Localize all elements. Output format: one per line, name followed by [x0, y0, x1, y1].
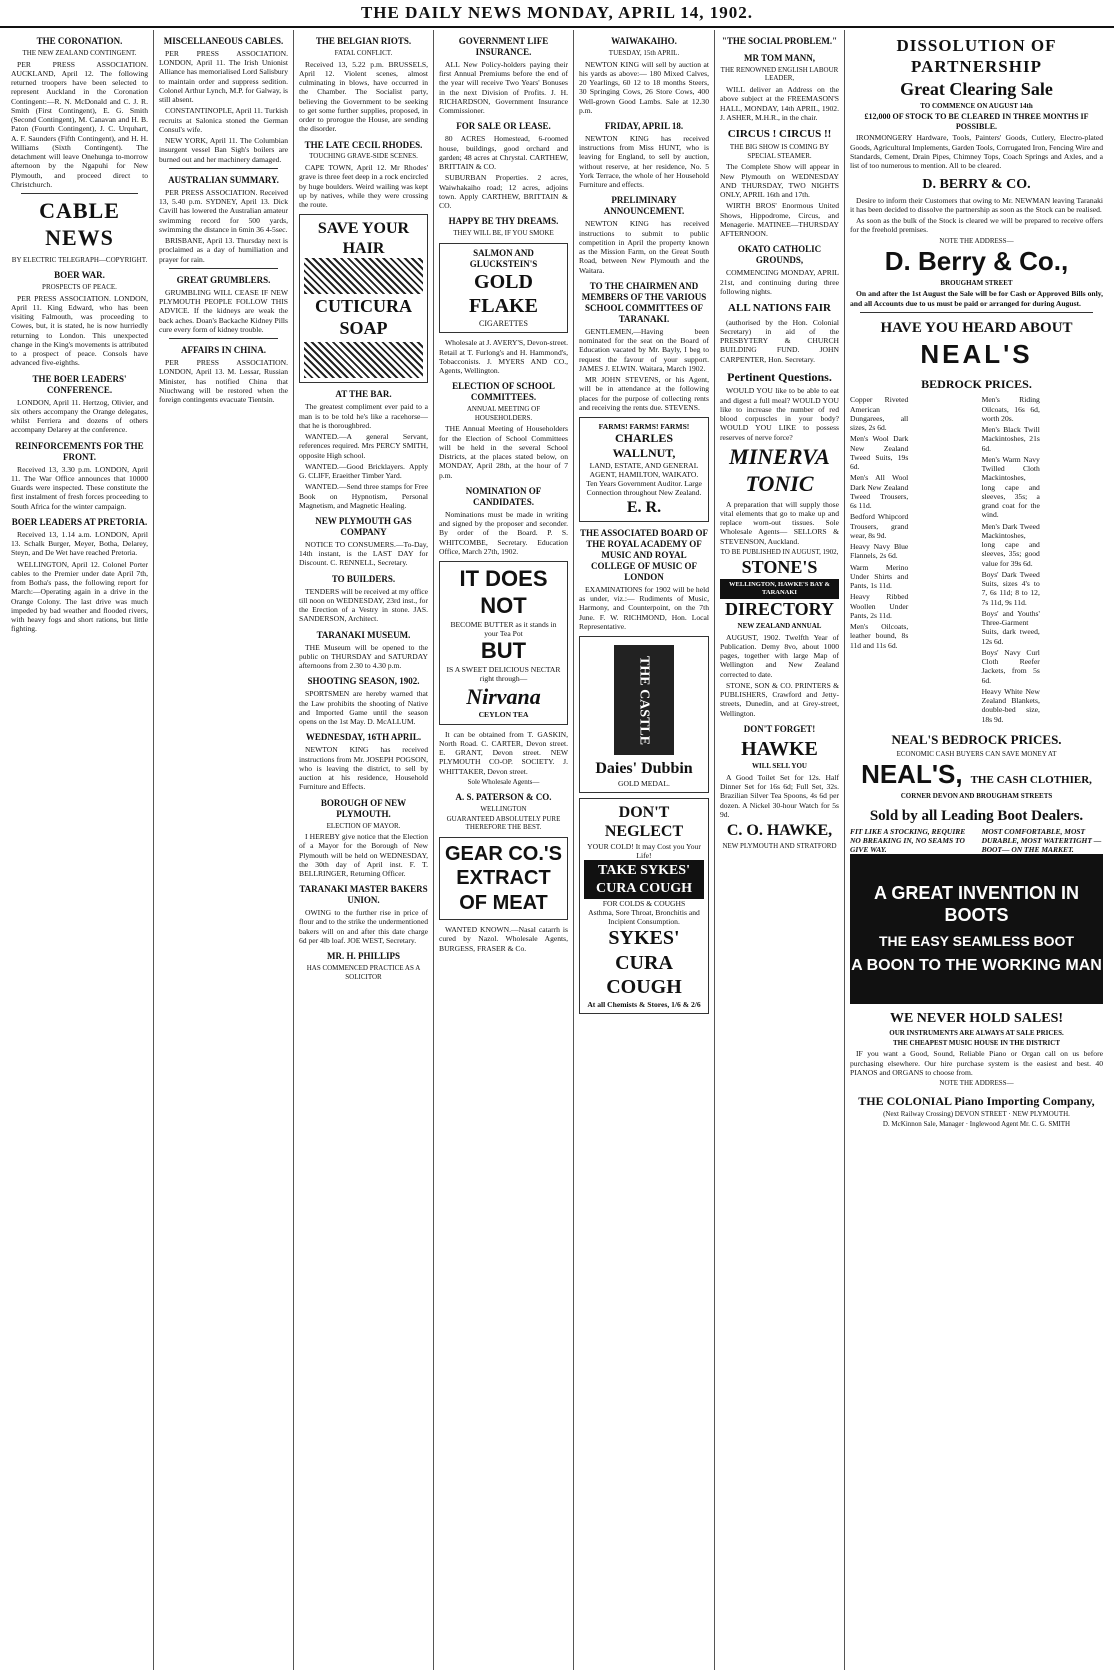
- ad-brand: THE EASY SEAMLESS BOOT: [879, 932, 1074, 949]
- ad-line: Ten Years Government Auditor. Large Connection throughout New Zealand.: [586, 479, 702, 498]
- subheading: BY ELECTRIC TELEGRAPH—COPYRIGHT.: [11, 255, 148, 264]
- heading-boer-war: BOER WAR.: [54, 270, 105, 281]
- ad-brand: GOLD FLAKE: [469, 270, 538, 318]
- ad-brand: TAKE SYKES' CURA COUGH: [584, 860, 704, 898]
- article-text: WELLINGTON, April 12. Colonel Porter cables to the Premier under date April 7th, from Botha's pass, the following report for March:—Operating again in a drive in the Orange Colony. The last drive was much impeded by bad weather and flooded rivers, with heavy fogs and short rations, but little fighting.: [11, 559, 148, 634]
- notice-text: THE Annual Meeting of Householders for the Election of School Committees will be held in the several School Districts, at the places stated below, on MONDAY, April 28th, at the hour of 7 p.m.: [439, 424, 568, 480]
- ad-brand: CUTICURA SOAP: [304, 294, 423, 342]
- article-text: PER PRESS ASSOCIATION. LONDON, April 13. M. Lessar, Russian Minister, has notified China that Niuchwang will be restored when the foreign contingents evacuate Tientsin.: [159, 358, 288, 405]
- column-4: [434, 30, 574, 1670]
- notice-text: AUGUST, 1902. Twelfth Year of Publication. Demy 8vo, about 1000 pages, together with large Map of Wellington and New Zealand corrected to date.: [720, 632, 839, 679]
- heading: D. BERRY & CO.: [922, 177, 1031, 193]
- article-text: PER PRESS ASSOCIATION. LONDON, April 11. The Irish Unionist Alliance has memorialised Lord Salisbury to maintain order and suppress sedition. Colonel Arthur Lynch, M.P. for Galway, is still absent.: [159, 48, 289, 105]
- subheading: HAS COMMENCED PRACTICE AS A SOLICITOR: [306, 964, 421, 981]
- heading: BOER LEADERS AT PRETORIA.: [11, 516, 148, 527]
- subheading: TUESDAY, 15th APRIL.: [608, 48, 680, 57]
- notice-text: (authorised by the Hon. Colonial Secretary) in aid of the PRESBYTERY & CHURCH BUILDING FUND. JOHN CARPENTER, Hon. Secretary.: [720, 317, 839, 364]
- cura-cough-advert: [579, 798, 709, 1014]
- heading: TO BUILDERS.: [331, 573, 396, 584]
- ad-band: WELLINGTON, HAWKE'S BAY & TARANAKI: [720, 579, 839, 599]
- notice-text: A preparation that will supply those vital elements that go to make up and replace worn-out tissues. Sole Wholesale Agents— SELLORS & STEVENSON, Auckland.: [720, 499, 839, 546]
- article-text: LONDON, April 11. Hertzog, Olivier, and six others accompany the Orange delegates, whilst Ferriera and dozens of others accompany Delarey at the conference.: [11, 397, 148, 435]
- notice-text: WILL deliver an Address on the above subject at the FREEMASON'S HALL, MONDAY, 14th APRIL, 1902. J. ASHER, M.H.R., in the chair.: [720, 85, 839, 122]
- dubbin-advert: [579, 636, 709, 793]
- heading: OKATO CATHOLIC GROUNDS,: [737, 244, 822, 266]
- notice-text: EXAMINATIONS for 1902 will be held as under, viz.:— Rudiments of Music, Harmony, and Counterpoint, on the 7th June. F. W. RICHMOND, Hon. Local Representative.: [579, 584, 709, 631]
- notice-text: SUBURBAN Properties. 2 acres, Waiwhakaiho road; 12 acres, adjoins town. Apply CARTHEW, BRITTAIN & CO.: [439, 173, 568, 211]
- price-item: Men's Riding Oilcoats, 16s 6d, worth 20s.: [981, 395, 1040, 423]
- boot-claims: [850, 827, 1103, 854]
- subheading: ELECTION OF MAYOR.: [326, 821, 401, 830]
- divider: [169, 338, 278, 339]
- heading: AUSTRALIAN SUMMARY.: [168, 174, 279, 185]
- price-item: Warm Merino Under Shirts and Pants, 1s 11d.: [850, 562, 909, 591]
- heading: TO THE CHAIRMEN AND MEMBERS OF THE VARIOUS SCHOOL COMMITTEES OF TARANAKI.: [581, 280, 707, 324]
- notice-text: MR JOHN STEVENS, or his Agent, will be in attendance at the following places for the purpose of collecting rents and receiving the rents due. STEVENS.: [579, 375, 709, 412]
- price-item: Men's Dark Tweed Mackintoshes, long cape and sleeves, 35s; good value for 39s 6d.: [981, 521, 1040, 568]
- subheading: TO BE PUBLISHED IN AUGUST, 1902,: [720, 547, 839, 556]
- heading: FOR SALE OR LEASE.: [456, 121, 551, 132]
- notice-text: COMMENCING MONDAY, APRIL 21st, and continuing during three following nights.: [720, 268, 839, 296]
- subheading: WELLINGTON: [480, 805, 527, 814]
- heading: MR. H. PHILLIPS: [326, 951, 400, 962]
- heading: Sold by all Leading Boot Dealers.: [869, 807, 1084, 824]
- price-list-right: [982, 393, 1103, 726]
- heading: CIRCUS ! CIRCUS !!: [727, 128, 832, 140]
- ad-line: A BOON TO THE WORKING MAN: [851, 957, 1102, 975]
- soap-illustration: [304, 258, 423, 378]
- subheading: Sole Wholesale Agents—: [467, 777, 540, 786]
- notice-text: GENTLEMEN,—Having been nominated for the seat on the Board of Education vacated by Mr. Bayly, I beg to request the favour of your support. JAMES J. ELWIN. Waitara, March 1902.: [579, 326, 709, 373]
- column-1: [6, 30, 154, 1670]
- article-text: BRISBANE, April 13. Thursday next is proclaimed as a day of humiliation and prayer for rain.: [159, 236, 288, 264]
- heading: THE BELGIAN RIOTS.: [315, 36, 412, 46]
- subheading: NOTE THE ADDRESS—: [939, 1079, 1014, 1088]
- notice-text: On and after the 1st August the Sale will be for Cash or Approved Bills only, and all Accounts due to us must be paid or arranged for during August.: [850, 289, 1103, 308]
- ad-line: SALMON AND GLUCKSTEIN'S: [469, 247, 538, 269]
- notice-text: TENDERS will be received at my office till noon on WEDNESDAY, 23rd inst., for the Erection of a Vestry in stone. JAS. SANDERSON, Architect.: [299, 586, 429, 624]
- notice-text: Wholesale at J. AVERY'S, Devon-street. Retail at T. Furlong's and H. Hammond's, Tobacconists. J. MYERS AND CO., Agents, Wellington.: [439, 338, 568, 376]
- subheading: PROSPECTS OF PEACE.: [42, 283, 117, 292]
- price-item: Bedford Whipcord Trousers, grand wear, 8s 9d.: [850, 512, 909, 540]
- ad-line: BUT: [480, 638, 527, 664]
- column-5: [574, 30, 715, 1670]
- subheading: CORNER DEVON AND BROUGHAM STREETS: [900, 792, 1053, 801]
- article-text: NEW YORK, April 11. The Columbian insurgent vessel Ban Sigh's boilers are burned out and her machinery damaged.: [159, 136, 288, 164]
- notice-text: STONE, SON & CO. PRINTERS & PUBLISHERS, Crawford and Jetty-streets, Dunedin, and at Grey-street, Wellington.: [720, 680, 839, 718]
- heading: TARANAKI MUSEUM.: [316, 629, 411, 640]
- classified-ad: WANTED.—Good Bricklayers. Apply G. CLIFF, Eraeither Timber Yard.: [299, 461, 428, 480]
- price-item: Copper Riveted American Dungarees, all sizes, 2s 6d.: [850, 395, 909, 433]
- neals-brand: NEAL'S: [920, 339, 1033, 370]
- heading: THE ASSOCIATED BOARD OF THE ROYAL ACADEMY OF MUSIC AND ROYAL COLLEGE OF MUSIC OF LONDON: [579, 528, 709, 582]
- heading: REINFORCEMENTS FOR THE FRONT.: [15, 440, 144, 462]
- claims-left: FIT LIKE A STOCKING, REQUIRE NO BREAKING IN, NO SEAMS TO GIVE WAY.: [850, 826, 966, 855]
- heading: HAVE YOU HEARD ABOUT: [880, 319, 1073, 336]
- ad-line: IS A SWEET DELICIOUS NECTAR right through—: [446, 665, 561, 684]
- subheading: NOTE THE ADDRESS—: [939, 236, 1014, 245]
- article-text: Received 13, 3.30 p.m. LONDON, April 11. The War Office announces that 10000 Guards were inspected. These constitute the first instalment of fresh forces proceeding to South Africa for the winter campaign.: [11, 464, 148, 511]
- ad-line: FOR COLDS & COUGHS: [602, 898, 686, 908]
- nirvana-tea-advert: [439, 561, 568, 725]
- subheading: TO COMMENCE ON AUGUST 14th: [920, 102, 1033, 111]
- notice-text: A Good Toilet Set for 12s. Half Dinner Set for 16s 6d; Full Set, 32s. Brazilian Silver Tea Spoons, 4s 6d per dozen. A Nickel 30-hour Watch for 5s 9d.: [720, 772, 839, 819]
- price-item: Men's Warm Navy Twilled Cloth Mackintoshes, long cape and sleeves, 35s; a grand coat for the wind.: [981, 454, 1040, 520]
- heading-dissolution: DISSOLUTION OF PARTNERSHIP: [896, 36, 1057, 76]
- notice-text: SPORTSMEN are hereby warned that the Law prohibits the shooting of Native and Imported Game until the season opens on the 1st May. D. McALLUM.: [299, 689, 428, 727]
- ad-line: THE CASH CLOTHIER,: [970, 774, 1092, 787]
- notice-text: ALL New Policy-holders paying their first Annual Premiums before the end of the year will receive Two Years' Bonuses in the next Division of Profits. J. H. RICHARDSON, Government Insurance Commissioner.: [439, 59, 568, 116]
- subheading: FATAL CONFLICT.: [334, 48, 393, 57]
- clearing-sale-title: Great Clearing Sale: [900, 79, 1053, 100]
- heading: BEDROCK PRICES.: [921, 376, 1032, 391]
- subheading: THE RENOWNED ENGLISH LABOUR LEADER,: [720, 65, 839, 83]
- price-item: Men's Black Twill Mackintoshes, 21s 6d.: [981, 425, 1040, 453]
- subheading: BROUGHAM STREET: [940, 278, 1013, 287]
- subheading: ECONOMIC CASH BUYERS CAN SAVE MONEY AT: [896, 749, 1057, 758]
- column-7: [845, 30, 1108, 1670]
- seamless-boot-advert: [850, 854, 1103, 1004]
- heading: ELECTION OF SCHOOL COMMITTEES.: [452, 381, 555, 403]
- notice-text: THE Museum will be opened to the public on THURSDAY and SATURDAY afternoons from 2.30 to 4.30 p.m.: [299, 642, 428, 671]
- hawke-brand: HAWKE: [741, 737, 818, 760]
- ad-brand: GEAR CO.'S EXTRACT OF MEAT: [445, 842, 562, 914]
- ad-headline: SAVE YOUR HAIR: [317, 220, 410, 257]
- notice-text: NOTICE TO CONSUMERS.—To-Day, 14th instant, is the LAST DAY for Discount. C. RENNELL, Secretary.: [299, 539, 428, 568]
- ad-line: GOLD MEDAL.: [618, 778, 670, 788]
- heading: AT THE BAR.: [335, 389, 392, 400]
- subheading: NEW ZEALAND ANNUAL: [737, 622, 822, 631]
- ad-line: IT DOES NOT: [459, 566, 548, 618]
- wallnut-advert: [579, 417, 709, 522]
- notice-text: Desire to inform their Customers that owing to Mr. NEWMAN leaving Taranaki it has been decided to dissolve the partnership as soon as the Stock can be realised.: [850, 195, 1103, 214]
- masthead: THE DAILY NEWS MONDAY, APRIL 14, 1902.: [0, 0, 1114, 28]
- column-2: [154, 30, 294, 1670]
- heading: SHOOTING SEASON, 1902.: [307, 676, 420, 687]
- ad-brand: CHARLES WALLNUT,: [612, 431, 676, 460]
- price-item: Heavy Ribbed Woollen Under Pants, 2s 11d.: [850, 592, 909, 620]
- heading: GREAT GRUMBLERS.: [176, 274, 271, 285]
- article-text: The greatest compliment ever paid to a man is to be told he's like a racehorse—that he is thoroughbred.: [299, 402, 428, 430]
- subheading: D. McKinnon Sale, Manager · Inglewood Agent Mr. C. G. SMITH: [882, 1119, 1071, 1128]
- notice-text: NEWTON KING has received instructions from Mr. JOSEPH POGSON, who is leaving the district, to sell by auction at his residence, Household Furniture and Effects.: [299, 745, 428, 792]
- price-item: Boys' Dark Tweed Suits, sizes 4's to 7, 6s 11d; 8 to 12, 7s 11d, 9s 11d.: [981, 569, 1040, 607]
- ad-brand: Nirvana: [466, 683, 541, 709]
- heading: AFFAIRS IN CHINA.: [180, 345, 267, 356]
- divider: [21, 193, 138, 194]
- ad-line: DON'T NEGLECT: [604, 803, 684, 841]
- column-3: [294, 30, 434, 1670]
- heading: WAIWAKAIHO.: [611, 36, 677, 46]
- heading: GOVERNMENT LIFE INSURANCE.: [458, 36, 549, 57]
- heading: MR TOM MANN,: [744, 52, 815, 63]
- notice-text: I HEREBY give notice that the Election of a Mayor for the Borough of New Plymouth will be held on WEDNESDAY, the 30th day of April inst. F. T. BELLRINGER, Returning Officer.: [299, 832, 428, 879]
- heading: TARANAKI MASTER BAKERS UNION.: [299, 884, 428, 906]
- divider: [860, 312, 1093, 313]
- article-text: CAPE TOWN, April 12. Mr Rhodes' grave is three feet deep in a rock encircled by huge boulders. Weird wailing was kept up by natives, while they were crossing the route.: [299, 163, 428, 209]
- subheading: THE NEW ZEALAND CONTINGENT.: [22, 48, 137, 57]
- divider: [169, 168, 278, 169]
- price-list: [850, 393, 1103, 726]
- article-text: GRUMBLING WILL CEASE IF NEW PLYMOUTH PEOPLE FOLLOW THIS ADVICE. If the kidneys are weak the back aches. Doan's Backache Kidney Pills cure every form of kidney trouble.: [159, 287, 288, 334]
- heading: WEDNESDAY, 16TH APRIL.: [305, 732, 422, 743]
- heading: HAPPY BE THY DREAMS.: [448, 216, 559, 227]
- price-item: Men's All Wool Dark New Zealand Tweed Trousers, 6s 11d.: [850, 473, 909, 511]
- ad-line: At all Chemists & Stores, 1/6 & 2/6: [587, 999, 701, 1009]
- article-text: CONSTANTINOPLE, April 11. Turkish recruits at Salonica stoned the German Consul's wife.: [159, 106, 288, 134]
- heading: Pertinent Questions.: [727, 369, 832, 384]
- notice-text: WIRTH BROS' Enormous United Shows, Hippodrome, Circus, and Menagerie. MATINEE—THURSDAY AFTERNOON.: [720, 201, 839, 239]
- notice-text: 80 ACRES Homestead, 6-roomed house, buildings, good orchard and garden; 48 acres at Chrystal. CARTHEW, BRITTAIN & CO.: [439, 134, 568, 172]
- price-item: Boys' and Youths' Three-Garment Suits, dark tweed, 12s 6d.: [981, 608, 1040, 646]
- notice-text: OWING to the further rise in price of flour and to the strike the undermentioned bakers will on and after this date charge 6d per 4lb loaf. JOE WEST, Secretary.: [299, 908, 428, 945]
- berry-brand: D. Berry & Co.,: [884, 246, 1069, 277]
- notice-text: WANTED KNOWN.—Nasal catarrh is cured by Nazol. Wholesale Agents, BURGESS, FRASER & Co.: [439, 925, 568, 953]
- ad-brand: Daies' Dubbin: [595, 760, 693, 778]
- price-item: Men's Oilcoats, leather bound, 8s 11d and 11s 6d.: [850, 622, 909, 650]
- subheading: WILL SELL YOU: [752, 762, 807, 771]
- neals-address-block: [850, 759, 1103, 791]
- heading: PRELIMINARY ANNOUNCEMENT.: [603, 195, 685, 217]
- heading: NEAL'S BEDROCK PRICES.: [891, 731, 1062, 747]
- claims-right: MOST COMFORTABLE, MOST DURABLE, MOST WATERTIGHT —BOOT— ON THE MARKET.: [981, 826, 1102, 855]
- price-item: Men's Wool Dark New Zealand Tweed Suits, 19s 6d.: [850, 434, 909, 472]
- ad-line: BECOME BUTTER as it stands in your Tea Pot: [450, 619, 557, 638]
- subheading: £12,000 OF STOCK TO BE CLEARED IN THREE MONTHS IF POSSIBLE.: [864, 111, 1089, 131]
- price-item: Heavy White New Zealand Blankets, double-bed size, 18s 9d.: [981, 686, 1040, 724]
- ad-monogram: E. R.: [626, 498, 662, 516]
- neals-brand: NEAL'S,: [861, 759, 963, 790]
- subheading: THE BIG SHOW IS COMING BY SPECIAL STEAMER.: [729, 143, 830, 160]
- minerva-tonic-brand: MINERVA TONIC: [729, 443, 830, 496]
- notice-text: Nominations must be made in writing and signed by the proposer and seconder. By order of the Board. P. S. WHITCOMBE, Secretary. Education Office, March 27th, 1902.: [439, 509, 568, 556]
- notice-text: It can be obtained from T. GASKIN, North Road. C. CARTER, Devon street. E. GRANT, Devon street. NEW PLYMOUTH CO-OP. SOCIETY. J. WHITTAKER, Devon street.: [439, 729, 568, 776]
- heading: THE COLONIAL Piano Importing Company,: [858, 1093, 1095, 1108]
- notice-text: NEWTON KING has received instructions from Miss HUNT, who is leaving for England, to sell by auction, without reserve, at her residence, No. 5 York Terrace, the whole of her Household Furniture and effects.: [579, 133, 709, 190]
- article-text: Received 13, 1.14 a.m. LONDON, April 13. Schalk Burger, Meyer, Botha, Delarey, Steyn, and De Wet have reached Pretoria.: [11, 529, 148, 558]
- classified-ad: WANTED.—Send three stamps for Free Book on Hypnotism, Personal Magnetism, and Magnetic Healing.: [299, 482, 428, 510]
- notice-text: IRONMONGERY Hardware, Tools, Painters' Goods, Cutlery, Electro-plated Goods, Agricultural Implements, Garden Tools, Corrugated Iron, Fencing Wire and Standards, Cement, Drain Pipes, Chimney Tops, Coach Springs and Axles, and a list of too numerous to mention. All to be cleared.: [850, 133, 1104, 171]
- heading: NOMINATION OF CANDIDATES.: [465, 485, 542, 507]
- subheading: ANNUAL MEETING OF HOUSEHOLDERS.: [466, 405, 541, 422]
- ad-line: FARMS! FARMS! FARMS!: [598, 422, 690, 432]
- notice-text: The Complete Show will appear in New Plymouth on WEDNESDAY AND THURSDAY, TWO NIGHTS ONLY, APRIL 16th and 17th.: [720, 162, 839, 200]
- cable-news-title: CABLE NEWS: [39, 198, 120, 250]
- directory-title: DIRECTORY: [724, 599, 835, 620]
- bottle-illustration: THE CASTLE: [614, 645, 674, 755]
- price-item: Heavy Navy Blue Flannels, 2s 6d.: [850, 542, 909, 561]
- heading: THE BOER LEADERS' CONFERENCE.: [32, 373, 127, 395]
- heading: MISCELLANEOUS CABLES.: [163, 36, 284, 46]
- heading: BOROUGH OF NEW PLYMOUTH.: [320, 797, 407, 819]
- gold-flake-advert: [439, 243, 568, 333]
- divider: [169, 268, 278, 269]
- subheading: OUR INSTRUMENTS ARE ALWAYS AT SALE PRICES.: [889, 1029, 1064, 1038]
- ad-line: CEYLON TEA: [478, 710, 529, 720]
- ad-line: LAND, ESTATE, AND GENERAL AGENT, HAMILTON, WAIKATO.: [589, 460, 699, 479]
- article-text: PER PRESS ASSOCIATION. LONDON, April 11. King Edward, who has been visiting Falmouth, was proceeding to Cowes, but, it is stated, he is now hurriedly returning to London. This unexpected change in the King's movements is attributed to a prospect of peace. Consols have advanced five-eighths.: [11, 293, 148, 368]
- article-text: Received 13, 5.22 p.m. BRUSSELS, April 12. Violent scenes, almost culminating in blows, have occurred in the Chamber. The Socialist party, believing the Government to be seeking to get some further supplies, proposed, in order to prorogue the House, are sending the disorder.: [299, 59, 428, 134]
- heading: FRIDAY, APRIL 18.: [604, 121, 684, 131]
- heading: WE NEVER HOLD SALES!: [889, 1011, 1064, 1027]
- notice-text: NEWTON KING will sell by auction at his yards as above:— 180 Mixed Calves, 20 Yearlings, 60 12 to 18 months Steers, 30 Springing Cows, 26 Store Cows, 400 Well-grown Good Lambs. Sale at 12.30 p.m.: [579, 59, 709, 115]
- cuticura-advert: [299, 214, 428, 383]
- subheading: THEY WILL BE, IF YOU SMOKE: [453, 229, 554, 238]
- heading: THE LATE CECIL RHODES.: [304, 139, 423, 150]
- heading-coronation: THE CORONATION.: [36, 36, 123, 46]
- gear-extract-advert: [439, 837, 568, 920]
- heading: A. S. PATERSON & CO.: [455, 792, 552, 803]
- ad-headline: A GREAT INVENTION IN BOOTS: [873, 883, 1079, 926]
- heading: ALL NATIONS FAIR: [728, 302, 831, 315]
- subheading: TOUCHING GRAVE-SIDE SCENES.: [309, 152, 418, 161]
- price-item: Boys' Navy Curl Cloth Reefer Jackets, from 5s 6d.: [981, 647, 1040, 685]
- heading: NEW PLYMOUTH GAS COMPANY: [315, 516, 412, 537]
- price-list-left: [850, 393, 971, 726]
- notice-text: WOULD YOU like to be able to eat and digest a full meal? WOULD YOU like to increase the number of red blood corpuscles in your body? WOULD YOU LIKE to possess reserves of nerve force?: [720, 386, 839, 442]
- hawke-signature: C. O. HAWKE,: [726, 822, 833, 840]
- subheading: NEW PLYMOUTH AND STRATFORD: [722, 841, 837, 850]
- classified-ad: WANTED.—A general Servant, references required. Mrs PERCY SMITH, opposite High school.: [299, 432, 428, 460]
- subheading: GUARANTEED ABSOLUTELY PURE THEREFORE THE BEST.: [446, 814, 561, 832]
- ad-line: CIGARETTES: [479, 318, 528, 328]
- column-6: [715, 30, 845, 1670]
- heading: DON'T FORGET!: [743, 723, 816, 734]
- ad-line: YOUR COLD! It may Cost you Your Life!: [587, 841, 701, 861]
- stones-brand: STONE'S: [741, 557, 818, 578]
- heading: "THE SOCIAL PROBLEM.": [721, 36, 838, 46]
- newspaper-columns: [6, 30, 1108, 1670]
- ad-brand: SYKES' CURA COUGH: [606, 927, 682, 999]
- subheading: (Next Railway Crossing) DEVON STREET · NEW PLYMOUTH.: [883, 1110, 1070, 1119]
- article-text: PER PRESS ASSOCIATION. Received 13, 5.40 p.m. SYDNEY, April 13. Dick Cavill has lowered the Australian amateur swimming record for 500 yards, swimming the distance in 6min 36 4-5sec.: [159, 187, 288, 234]
- ad-line: Asthma, Sore Throat, Bronchitis and Incipient Consumption.: [588, 907, 700, 927]
- subheading: THE CHEAPEST MUSIC HOUSE IN THE DISTRICT: [892, 1038, 1060, 1047]
- notice-text: IF you want a Good, Sound, Reliable Piano or Organ call on us before purchasing elsewhere. Our hire purchase system is the easiest and best. 40 PIANOS and ORGANS to choose from.: [850, 1049, 1103, 1077]
- notice-text: As soon as the bulk of the Stock is cleared we will be prepared to receive offers for the freehold premises.: [850, 216, 1103, 235]
- article-text: PER PRESS ASSOCIATION. AUCKLAND, April 12. The following returned troopers have been selected to represent Auckland in the Coronation Contingent:—R. N. McDonald and C. J. R. Smith (First Contingent), E. G. Smith (Second Contingent), M. Canavan and H. B. Paton (Fourth Contingent), J. C. Urquhart, A. F. Saunders (Fifth Contingent), and H. H. Williams (Sixth Contingent). The detachment will leave Onehunga to-morrow afternoon by the Ngapuhi for New Plymouth, and proceed direct to Christchurch.: [11, 59, 148, 189]
- notice-text: NEWTON KING has received instructions to submit to public competition in April the property known as the Mission Farm, on the Great South Road, between New Plymouth and the Waitara.: [579, 219, 709, 275]
